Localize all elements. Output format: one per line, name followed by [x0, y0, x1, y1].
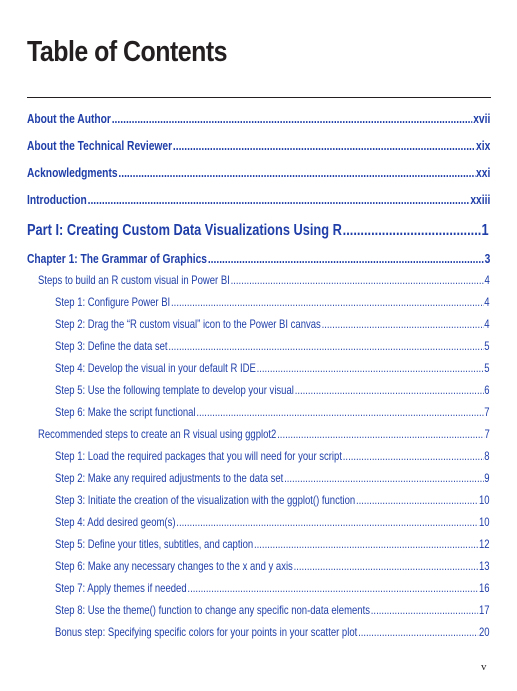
toc-entry-page: 20: [479, 626, 490, 639]
toc-entry-acknowledgments[interactable]: [27, 166, 490, 180]
toc-entry-about-author[interactable]: [27, 112, 490, 126]
toc-entry-page: 4: [484, 274, 490, 287]
toc-entry-page: 6: [484, 384, 490, 397]
dot-leader: [294, 560, 479, 573]
toc-entry-step[interactable]: [55, 406, 490, 419]
toc-entry-chapter-1[interactable]: [27, 252, 490, 266]
toc-entry-page: xvii: [473, 112, 491, 126]
toc-entry-label: Step 5: Use the following template to develop your visual: [55, 384, 294, 397]
toc-entry-page: 12: [479, 538, 490, 551]
toc-entry-label: Step 1: Load the required packages that you will need for your script: [55, 450, 342, 463]
toc-entry-page: 4: [484, 318, 490, 331]
toc-entry-label: Step 7: Apply themes if needed: [55, 582, 187, 595]
toc-entry-step[interactable]: [55, 516, 490, 529]
dot-leader: [284, 472, 483, 485]
toc-entry-about-reviewer[interactable]: [27, 139, 490, 153]
toc-entry-label: Step 4: Add desired geom(s): [55, 516, 176, 529]
toc-entry-page: 3: [484, 252, 491, 266]
toc-entry-step[interactable]: [55, 340, 490, 353]
dot-leader: [118, 166, 475, 180]
toc-entry-step[interactable]: [55, 362, 490, 375]
toc-entry-page: 13: [479, 560, 490, 573]
toc-entry-label: Step 4: Develop the visual in your default R IDE: [55, 362, 256, 375]
toc-entry-page: 9: [484, 472, 490, 485]
toc-entry-step[interactable]: [55, 384, 490, 397]
dot-leader: [343, 450, 484, 463]
toc-entry-page: 10: [479, 494, 490, 507]
toc-entry-page: xix: [476, 139, 491, 153]
toc-entry-label: Recommended steps to create an R visual using ggplot2: [38, 428, 277, 441]
dot-leader: [231, 274, 484, 287]
toc-entry-page: xxiii: [470, 193, 491, 207]
toc-entry-bonus-step[interactable]: [55, 626, 490, 639]
toc-entry-label: Part I: Creating Custom Data Visualizations Using R: [27, 222, 342, 239]
toc-entry-label: About the Technical Reviewer: [27, 139, 173, 153]
toc-entry-label: Acknowledgments: [27, 166, 118, 180]
dot-leader: [176, 516, 478, 529]
dot-leader: [254, 538, 478, 551]
toc-entry-page: xxi: [476, 166, 491, 180]
toc-entry-step[interactable]: [55, 604, 490, 617]
toc-entry-page: 4: [484, 296, 490, 309]
dot-leader: [343, 222, 481, 240]
toc-entry-label: Step 8: Use the theme() function to change any specific non-data elements: [55, 604, 370, 617]
toc-entry-section-build-r-visual[interactable]: [38, 274, 490, 287]
toc-entry-page: 16: [479, 582, 490, 595]
toc-entry-page: 7: [484, 406, 490, 419]
page-title: Table of Contents: [27, 36, 227, 68]
toc-entry-step[interactable]: [55, 582, 490, 595]
dot-leader: [371, 604, 478, 617]
dot-leader: [277, 428, 484, 441]
toc-entry-label: Step 3: Initiate the creation of the visualization with the ggplot() function: [55, 494, 356, 507]
toc-entry-page: 7: [484, 428, 490, 441]
toc-entry-label: Step 3: Define the data set: [55, 340, 168, 353]
toc-entry-label: About the Author: [27, 112, 111, 126]
dot-leader: [208, 252, 484, 266]
toc-entry-label: Step 2: Drag the “R custom visual” icon to the Power BI canvas: [55, 318, 321, 331]
dot-leader: [322, 318, 484, 331]
toc-entry-step[interactable]: [55, 318, 490, 331]
toc-entry-label: Introduction: [27, 193, 87, 207]
toc-entry-label: Chapter 1: The Grammar of Graphics: [27, 252, 208, 266]
dot-leader: [358, 626, 478, 639]
toc-entry-step[interactable]: [55, 472, 490, 485]
toc-entry-label: Bonus step: Specifying specific colors for your points in your scatter plot: [55, 626, 358, 639]
dot-leader: [168, 340, 483, 353]
dot-leader: [171, 296, 483, 309]
toc-entry-section-ggplot2[interactable]: [38, 428, 490, 441]
toc-entry-page: 17: [479, 604, 490, 617]
toc-entry-page: 10: [479, 516, 490, 529]
dot-leader: [88, 193, 470, 207]
toc-entry-page: 8: [484, 450, 490, 463]
dot-leader: [196, 406, 483, 419]
toc-entry-page: 5: [484, 340, 490, 353]
toc-entry-label: Step 6: Make the script functional: [55, 406, 196, 419]
toc-entry-step[interactable]: [55, 494, 490, 507]
toc-entry-label: Step 5: Define your titles, subtitles, and caption: [55, 538, 254, 551]
toc-entry-label: Step 6: Make any necessary changes to the x and y axis: [55, 560, 293, 573]
toc-entry-step[interactable]: [55, 538, 490, 551]
toc-entry-label: Step 1: Configure Power BI: [55, 296, 171, 309]
toc-entry-step[interactable]: [55, 296, 490, 309]
toc-entry-introduction[interactable]: [27, 193, 490, 207]
toc-entry-label: Steps to build an R custom visual in Power BI: [38, 274, 230, 287]
toc-entry-label: Step 2: Make any required adjustments to the data set: [55, 472, 284, 485]
page-number: v: [481, 661, 487, 673]
dot-leader: [187, 582, 478, 595]
toc-entry-page: 5: [484, 362, 490, 375]
dot-leader: [356, 494, 478, 507]
toc-entry-step[interactable]: [55, 450, 490, 463]
toc-entry-step[interactable]: [55, 560, 490, 573]
dot-leader: [173, 139, 475, 153]
dot-leader: [112, 112, 473, 126]
dot-leader: [257, 362, 484, 375]
toc-entry-page: 1: [481, 222, 489, 239]
toc-entry-part-1[interactable]: [27, 222, 489, 240]
dot-leader: [295, 384, 484, 397]
